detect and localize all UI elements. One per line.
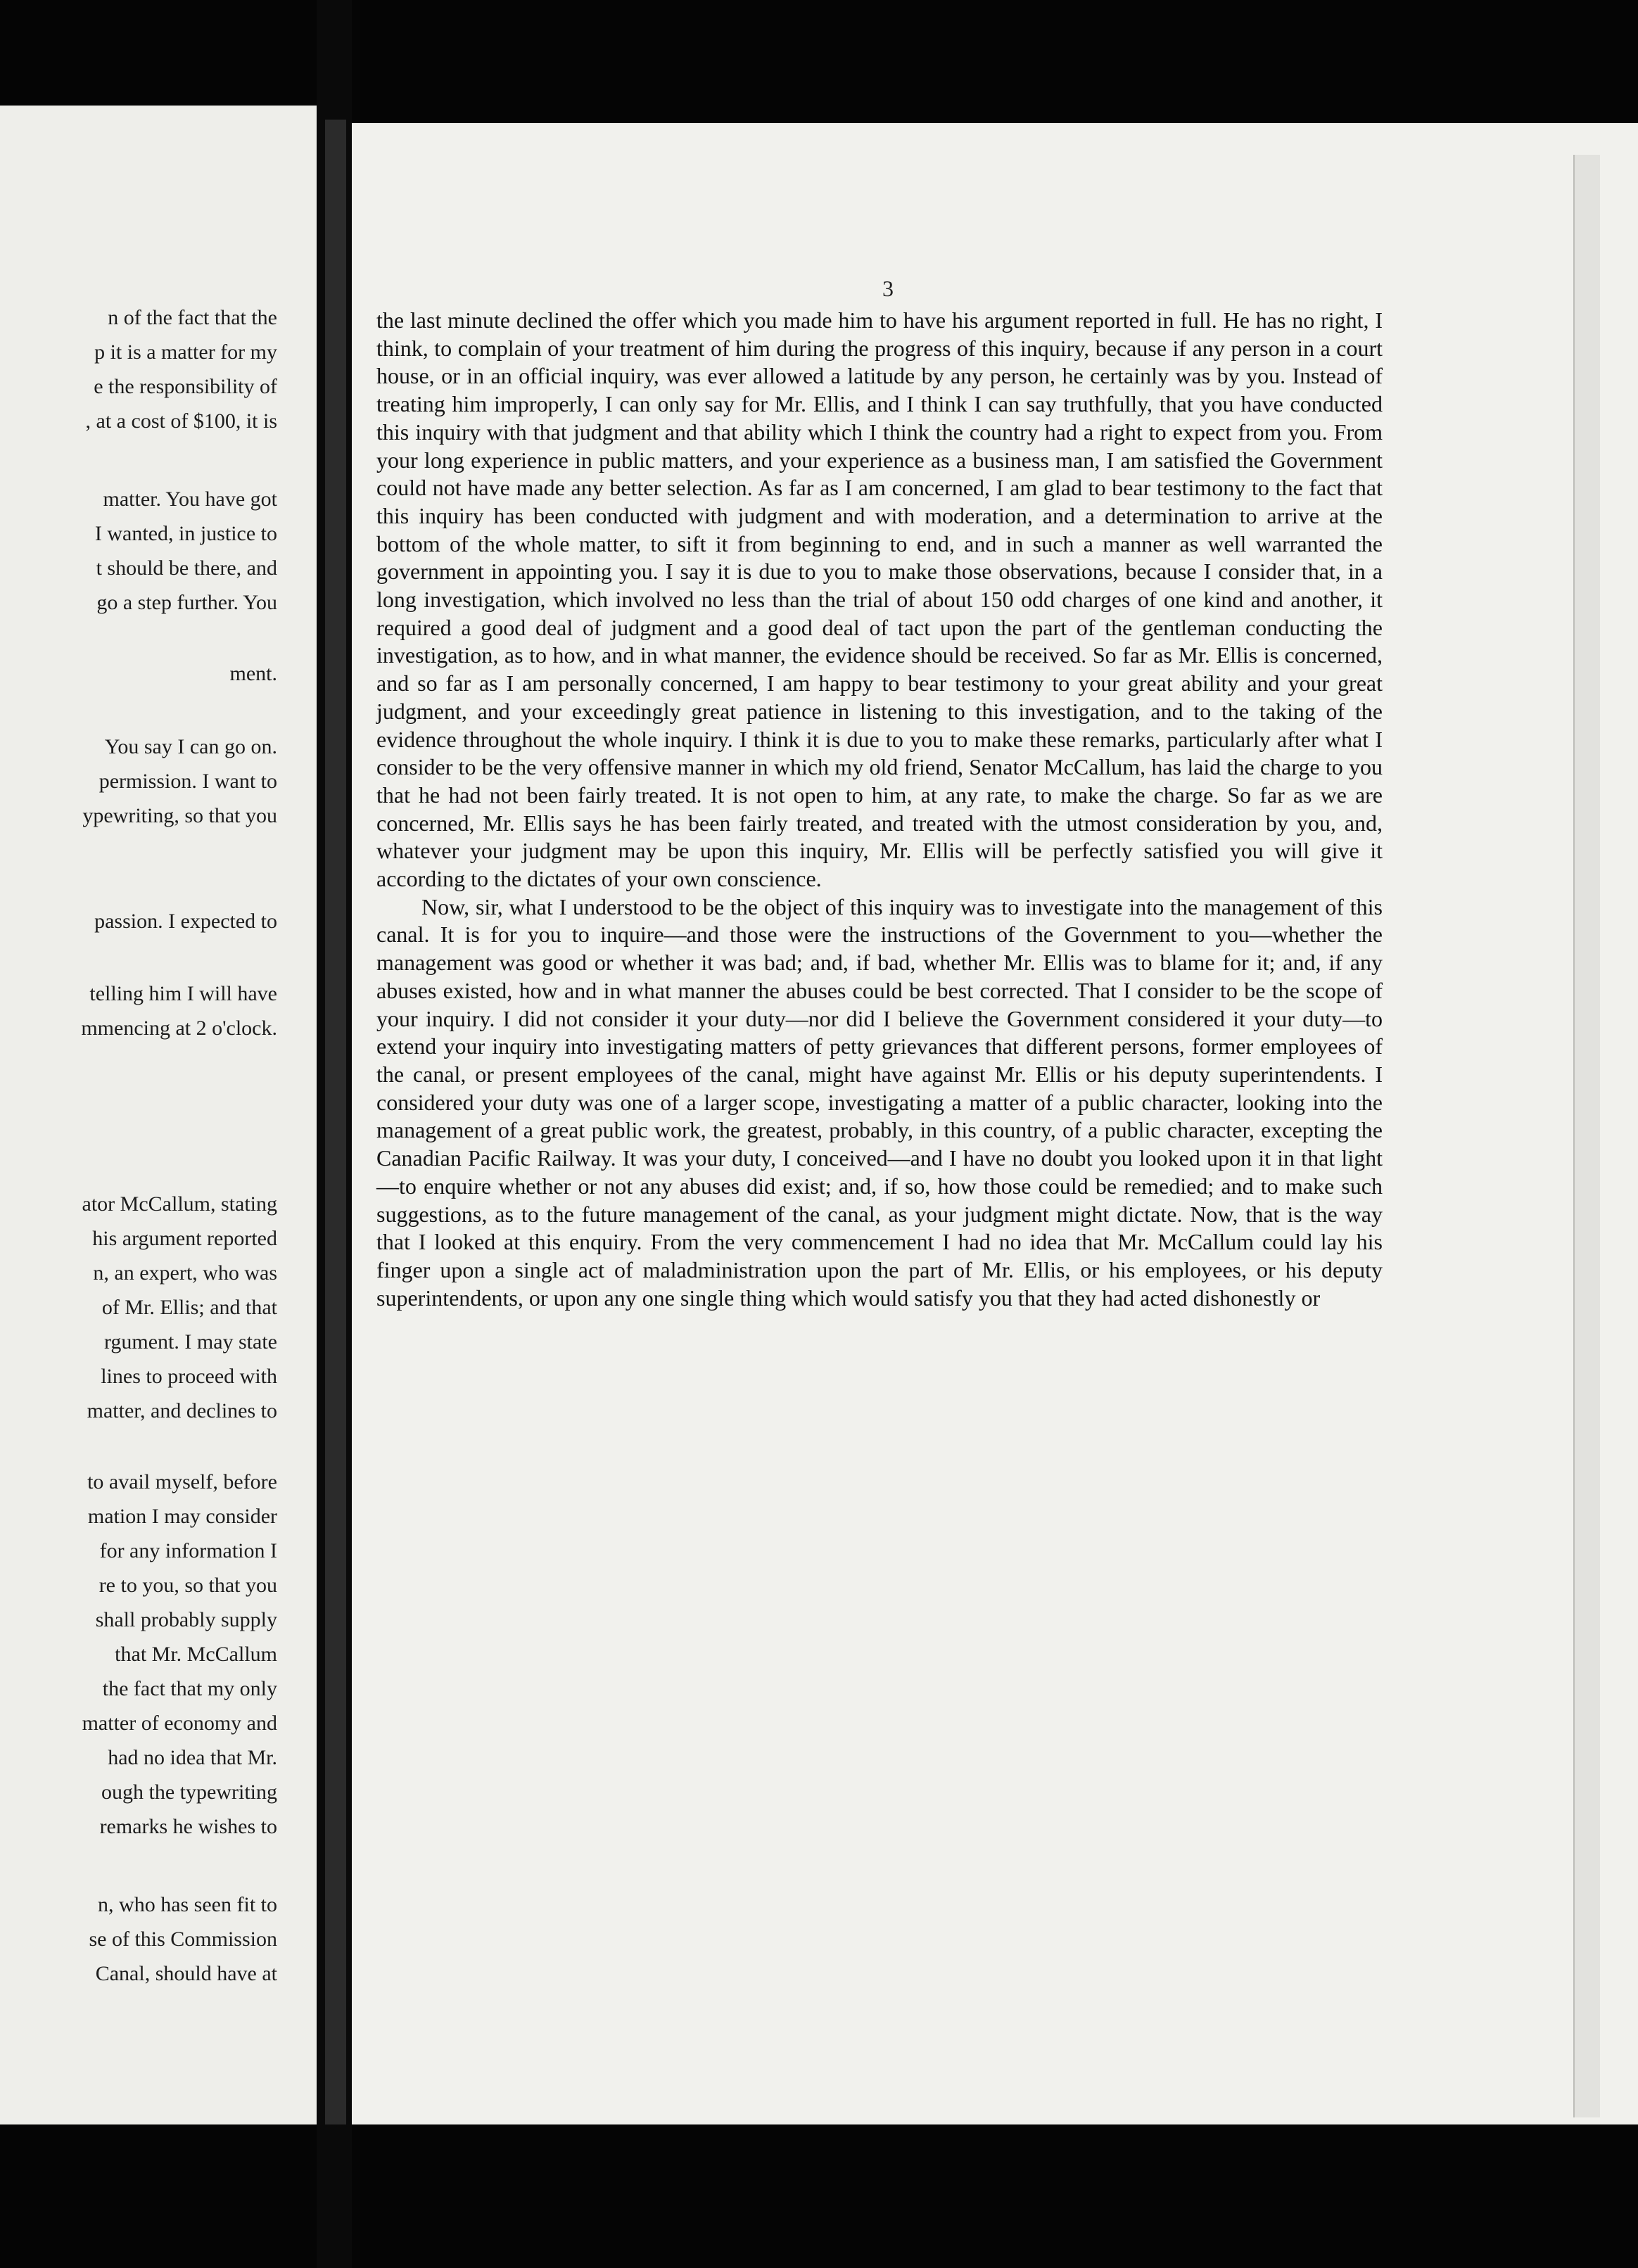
- left-page-line: se of this Commission: [89, 1928, 277, 1951]
- left-page-line: matter, and declines to: [87, 1399, 277, 1422]
- left-page-line: permission. I want to: [99, 770, 277, 793]
- left-page-line: p it is a matter for my: [94, 340, 277, 364]
- page-body: [376, 307, 1383, 1312]
- left-page-line: ment.: [229, 662, 277, 685]
- left-page-line: n of the fact that the: [108, 306, 277, 329]
- left-facing-page: [0, 106, 317, 2124]
- left-page-line: Canal, should have at: [95, 1962, 277, 1985]
- paragraph-1: the last minute declined the offer which you made him to have his argument reported in full. He has no right, I think, to complain of your treatment of him during the progress of this inquiry, because if any person in a court house, or in an official inquiry, was ever allowed a latitude by any person, he certainly was by you. Instead of treating him improperly, I can only say for Mr. Ellis, and I think I can say truthfully, that you have conducted this inquiry with that judgment and that ability which I think the country had a right to expect from you. From your long experience in public matters, and your experience as a business man, I am satisfied the Government could not have made any better selection. As far as I am concerned, I am glad to bear testimony to the fact that this inquiry has been conducted with judgment and with moderation, and a determination to arrive at the bottom of the whole matter, to sift it from beginning to end, and in such a manner as well warranted the government in appointing you. I say it is due to you to make those observations, because I consider that, in a long investigation, which involved no less than the trial of about 150 odd charges of one kind and another, it required a good deal of judgment and a good deal of tact upon the part of the gentleman conducting the investigation, as to how, and in what manner, the evidence should be received. So far as Mr. Ellis is concerned, and so far as I am personally concerned, I am happy to bear testimony to your great ability and your great judgment, and your exceedingly great patience in listening to this investigation, and to the taking of the evidence throughout the whole inquiry. I think it is due to you to make these remarks, particularly after what I consider to be the very offensive manner in which my old friend, Senator McCallum, has laid the charge to you that he had not been fairly treated. It is not open to him, at any rate, to make the charge. So far as we are concerned, Mr. Ellis says he has been fairly treated, and treated with the utmost consideration by you, and, whatever your judgment may be upon this inquiry, Mr. Ellis will be perfectly satisfied you will give it according to the dictates of your own conscience.: [376, 307, 1383, 892]
- left-page-line: of Mr. Ellis; and that: [101, 1296, 277, 1319]
- left-page-line: had no idea that Mr.: [108, 1746, 277, 1769]
- left-page-line: mmencing at 2 o'clock.: [81, 1017, 277, 1040]
- left-page-line: remarks he wishes to: [99, 1815, 277, 1838]
- left-page-line: passion. I expected to: [94, 910, 277, 933]
- page-number: 3: [882, 276, 894, 301]
- left-page-line: n, who has seen fit to: [98, 1893, 277, 1916]
- left-page-line: shall probably supply: [95, 1608, 277, 1631]
- left-page-line: , at a cost of $100, it is: [85, 409, 277, 433]
- left-page-line: telling him I will have: [89, 982, 277, 1005]
- left-page-line: go a step further. You: [96, 591, 277, 614]
- left-page-line: matter of economy and: [82, 1712, 277, 1735]
- left-page-line: lines to proceed with: [101, 1365, 277, 1388]
- left-page-line: matter. You have got: [103, 488, 277, 511]
- left-page-line: e the responsibility of: [94, 375, 277, 398]
- left-page-line: ough the typewriting: [101, 1780, 277, 1804]
- page-edge: [1573, 155, 1600, 2117]
- left-page-line: rgument. I may state: [103, 1330, 277, 1353]
- left-page-line: ator McCallum, stating: [82, 1192, 277, 1216]
- left-page-line: that Mr. McCallum: [115, 1643, 277, 1666]
- left-page-line: re to you, so that you: [99, 1574, 277, 1597]
- left-page-line: the fact that my only: [102, 1677, 277, 1700]
- left-page-line: his argument reported: [92, 1227, 277, 1250]
- left-page-line: I wanted, in justice to: [94, 522, 277, 545]
- left-page-line: mation I may consider: [87, 1505, 277, 1528]
- left-page-line: n, an expert, who was: [93, 1261, 277, 1285]
- left-page-line: ypewriting, so that you: [82, 804, 277, 827]
- left-page-line: You say I can go on.: [104, 735, 277, 758]
- left-page-line: t should be there, and: [96, 556, 277, 580]
- paragraph-2: Now, sir, what I understood to be the object of this inquiry was to investigate into the management of this canal. It is for you to inquire—and those were the instructions of the Government to you—whether the management was good or whether it was bad; and, if bad, whether Mr. Ellis was to blame for it; and, if any abuses existed, how and in what manner the abuses could be best corrected. That I consider to be the scope of your inquiry. I did not consider it your duty—nor did I believe the Government considered it your duty—to extend your inquiry into investigating matters of petty grievances that different persons, former employees of the canal, or present employees of the canal, might have against Mr. Ellis or his deputy superintendents. I considered your duty was one of a larger scope, investigating a matter of a public character, looking into the management of a great public work, the greatest, probably, in this country, of a public character, excepting the Canadian Pacific Railway. It was your duty, I conceived—and I have no doubt you looked upon it in that light—to enquire whether or not any abuses did exist; and, if so, how those could be remedied; and to make such suggestions, as to the future management of the canal, as your judgment might dictate. Now, that is the way that I looked at this enquiry. From the very commencement I had no idea that Mr. McCallum could lay his finger upon a single act of maladministration upon the part of Mr. Ellis, or his employees, or his deputy superintendents, or upon any one single thing which would satisfy you that they had acted dishonestly or: [376, 893, 1383, 1311]
- book-spine-shadow: [325, 120, 346, 2124]
- left-page-line: for any information I: [99, 1539, 277, 1562]
- left-page-line: to avail myself, before: [87, 1470, 277, 1493]
